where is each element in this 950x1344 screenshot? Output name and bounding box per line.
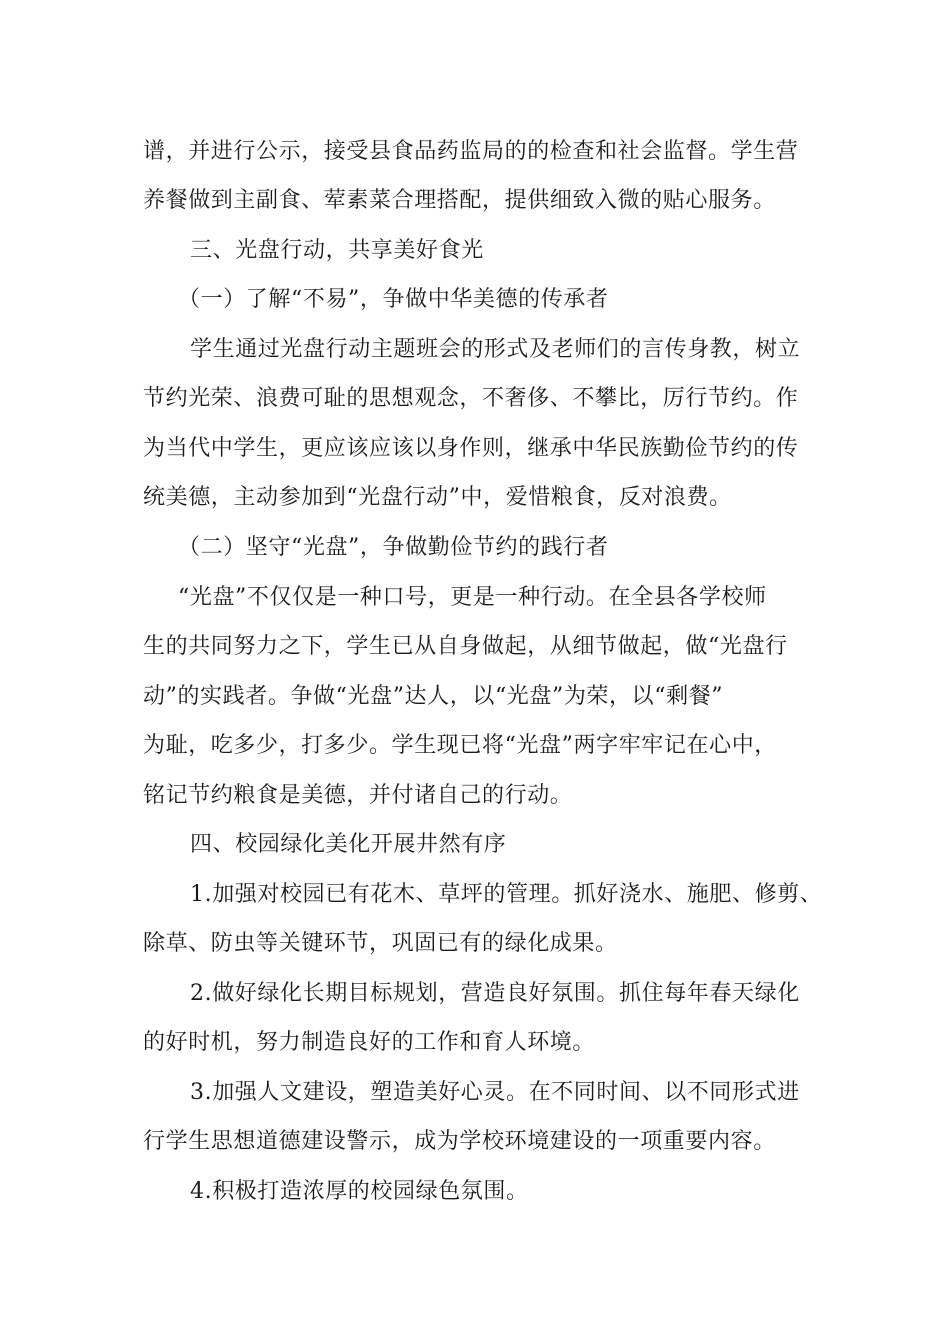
paragraph-line: 节约光荣、浪费可耻的思想观念，不奢侈、不攀比，厉行节约。作 <box>143 386 799 411</box>
paragraph-line: 动”的实践者。争做“光盘”达人，以“光盘”为荣，以“剩餐” <box>143 684 724 709</box>
section-heading-4: 四、校园绿化美化开展井然有序 <box>190 832 507 857</box>
list-item-1: 1.加强对校园已有花木、草坪的管理。抓好浇水、施肥、修剪、 <box>190 882 823 907</box>
paragraph-line: “光盘”不仅仅是一种口号，更是一种行动。在全县各学校师 <box>178 585 767 610</box>
list-item-4: 4.积极打造浓厚的校园绿色氛围。 <box>190 1179 529 1204</box>
paragraph-line: 行学生思想道德建设警示，成为学校环境建设的一项重要内容。 <box>143 1129 776 1154</box>
paragraph-line: 生的共同努力之下，学生已从自身做起，从细节做起，做“光盘行 <box>143 634 788 659</box>
paragraph-line: 养餐做到主副食、荤素菜合理搭配，提供细致入微的贴心服务。 <box>143 188 776 213</box>
paragraph-line: 的好时机，努力制造良好的工作和育人环境。 <box>143 1030 596 1055</box>
paragraph-line: 为耻，吃多少，打多少。学生现已将“光盘”两字牢牢记在心中， <box>143 733 777 758</box>
paragraph-line: 除草、防虫等关键环节，巩固已有的绿化成果。 <box>143 931 618 956</box>
paragraph-line: 统美德，主动参加到“光盘行动”中，爱惜粮食，反对浪费。 <box>143 485 732 510</box>
section-heading-3: 三、光盘行动，共享美好食光 <box>190 238 484 263</box>
subheading-1: （一）了解“不易”，争做中华美德的传承者 <box>178 287 609 312</box>
paragraph-line: 为当代中学生，更应该应该以身作则，继承中华民族勤俭节约的传 <box>143 436 799 461</box>
paragraph-line: 学生通过光盘行动主题班会的形式及老师们的言传身教，树立 <box>190 337 801 362</box>
list-item-2: 2.做好绿化长期目标规划，营造良好氛围。抓住每年春天绿化 <box>190 981 800 1006</box>
paragraph-line: 谱，并进行公示，接受县食品药监局的的检查和社会监督。学生营 <box>143 139 799 164</box>
list-item-3: 3.加强人文建设，塑造美好心灵。在不同时间、以不同形式进 <box>190 1080 800 1105</box>
paragraph-line: 铭记节约粮食是美德，并付诸自己的行动。 <box>143 783 573 808</box>
subheading-2: （二）坚守“光盘”，争做勤俭节约的践行者 <box>178 535 609 560</box>
